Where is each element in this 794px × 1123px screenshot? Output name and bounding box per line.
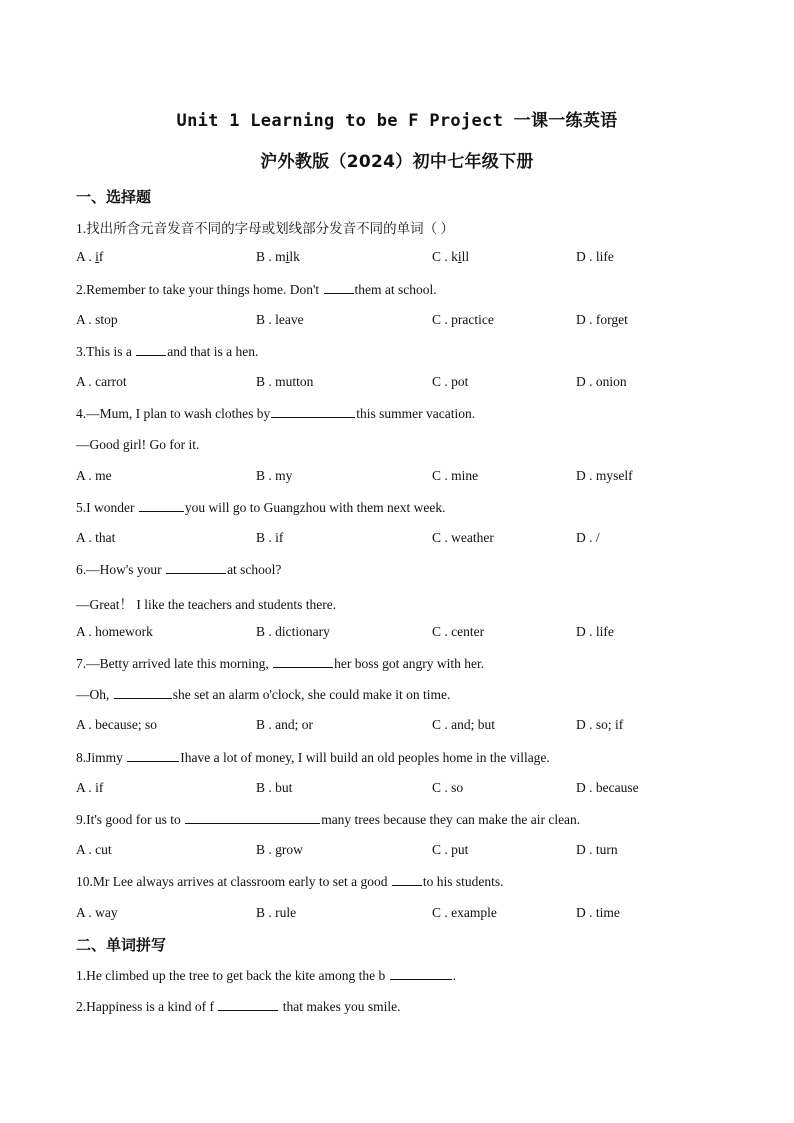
question-3-option-a: A . carrot [76,374,127,389]
stem-text: 8.Jimmy [76,750,127,765]
answer-blank[interactable] [185,811,320,824]
stem-text: she set an alarm o'clock, she could make it on time. [172,687,451,702]
underlined-letter: i [95,249,99,264]
stem-text: —Oh, [76,687,113,702]
answer-blank[interactable] [273,655,333,668]
option-text: m [275,249,286,264]
stem-text: that makes you smile. [279,999,401,1014]
stem-text: and that is a hen. [167,344,259,359]
question-2-stem [76,281,736,298]
stem-text: 7.—Betty arrived late this morning, [76,656,273,671]
answer-blank[interactable] [127,749,179,762]
question-5-option-b: B . if [256,530,284,545]
stem-text: 4.—Mum, I plan to wash clothes by [76,406,271,421]
section-heading-choice: 一、选择题 [76,188,152,206]
question-7-stem [76,655,736,672]
question-4-option-b: B . my [256,468,293,483]
option-text: C . [432,249,452,264]
question-1-option-b [256,249,300,265]
answer-blank[interactable] [271,405,355,418]
section-heading-spelling: 二、单词拼写 [76,936,167,954]
question-7-option-b: B . and; or [256,717,313,732]
stem-text: 3.This is a [76,344,136,359]
option-text: lk [289,249,300,264]
question-9-stem [76,811,736,828]
question-6-option-b: B . dictionary [256,624,330,639]
question-9-option-b: B . grow [256,842,303,857]
stem-text: her boss got angry with her. [334,656,485,671]
question-10-option-c: C . example [432,905,497,920]
stem-text: many trees because they can make the air clean. [321,812,581,827]
stem-text: you will go to Guangzhou with them next week. [184,500,446,515]
question-1-option-d [576,249,614,265]
option-text: A . [76,249,96,264]
question-9-option-d: D . turn [576,842,618,857]
question-7-reply [76,686,736,703]
stem-text: 1.He climbed up the tree to get back the kite among the b [76,968,389,983]
option-text: f [98,249,104,264]
option-text: ll [461,249,470,264]
question-1-option-a [76,249,103,265]
underlined-letter: i [457,249,462,264]
question-7-option-d: D . so; if [576,717,624,732]
option-text: life [595,249,614,264]
question-8-option-d: D . because [576,780,639,795]
question-4-option-c: C . mine [432,468,479,483]
stem-text: 2.Happiness is a kind of f [76,999,218,1014]
question-5-option-d: D . / [576,530,600,545]
question-1-stem: 1.找出所含元音发音不同的字母或划线部分发音不同的单词（ ） [76,221,454,236]
answer-blank[interactable] [136,343,166,356]
stem-text: 9.It's good for us to [76,812,185,827]
question-3-stem [76,343,736,360]
answer-blank[interactable] [139,499,184,512]
question-8-option-c: C . so [432,780,464,795]
question-8-stem [76,749,736,766]
question-10-option-d: D . time [576,905,620,920]
question-5-option-c: C . weather [432,530,494,545]
question-6-option-c: C . center [432,624,485,639]
stem-text: Ihave a lot of money, I will build an old peoples home in the village. [180,750,550,765]
question-2-option-d: D . forget [576,312,628,327]
answer-blank[interactable] [392,873,422,886]
question-10-option-a: A . way [76,905,118,920]
stem-text: 6.—How's your [76,562,166,577]
stem-text: . [452,968,457,983]
option-text: B . [256,249,276,264]
question-3-option-c: C . pot [432,374,469,389]
answer-blank[interactable] [390,967,452,980]
answer-blank[interactable] [114,686,172,699]
option-text: D . [576,249,596,264]
spelling-question-2 [76,998,736,1015]
stem-text: 5.I wonder [76,500,138,515]
question-3-option-b: B . mutton [256,374,314,389]
question-5-stem [76,499,736,516]
question-1-option-c [432,249,469,265]
stem-text: them at school. [354,282,437,297]
stem-text: 2.Remember to take your things home. Don't [76,282,323,297]
question-6-stem [76,561,736,578]
question-4-stem [76,405,736,422]
underlined-letter: i [285,249,290,264]
question-5-option-a: A . that [76,530,116,545]
stem-text: this summer vacation. [356,406,476,421]
question-8-option-a: A . if [76,780,104,795]
worksheet-title: Unit 1 Learning to be F Project 一课一练英语 [176,111,618,131]
question-4-reply: —Good girl! Go for it. [76,437,200,452]
question-6-option-a: A . homework [76,624,153,639]
worksheet-subtitle: 沪外教版（2024）初中七年级下册 [260,152,534,172]
question-2-option-b: B . leave [256,312,304,327]
stem-text: at school? [227,562,282,577]
stem-text: to his students. [422,874,504,889]
question-8-option-b: B . but [256,780,293,795]
question-2-option-c: C . practice [432,312,494,327]
question-10-option-b: B . rule [256,905,297,920]
question-7-option-c: C . and; but [432,717,495,732]
question-9-option-a: A . cut [76,842,112,857]
question-3-option-d: D . onion [576,374,627,389]
answer-blank[interactable] [218,998,278,1011]
question-6-option-d: D . life [576,624,614,639]
question-2-option-a: A . stop [76,312,118,327]
spelling-question-1 [76,967,736,984]
question-9-option-c: C . put [432,842,469,857]
question-4-option-d: D . myself [576,468,633,483]
stem-text: 10.Mr Lee always arrives at classroom early to set a good [76,874,391,889]
question-7-option-a: A . because; so [76,717,157,732]
question-10-stem [76,873,736,890]
option-text: k [451,249,458,264]
question-6-reply: —Great！ I like the teachers and students there. [76,597,337,612]
question-4-option-a: A . me [76,468,112,483]
answer-blank[interactable] [324,281,354,294]
answer-blank[interactable] [166,561,226,574]
